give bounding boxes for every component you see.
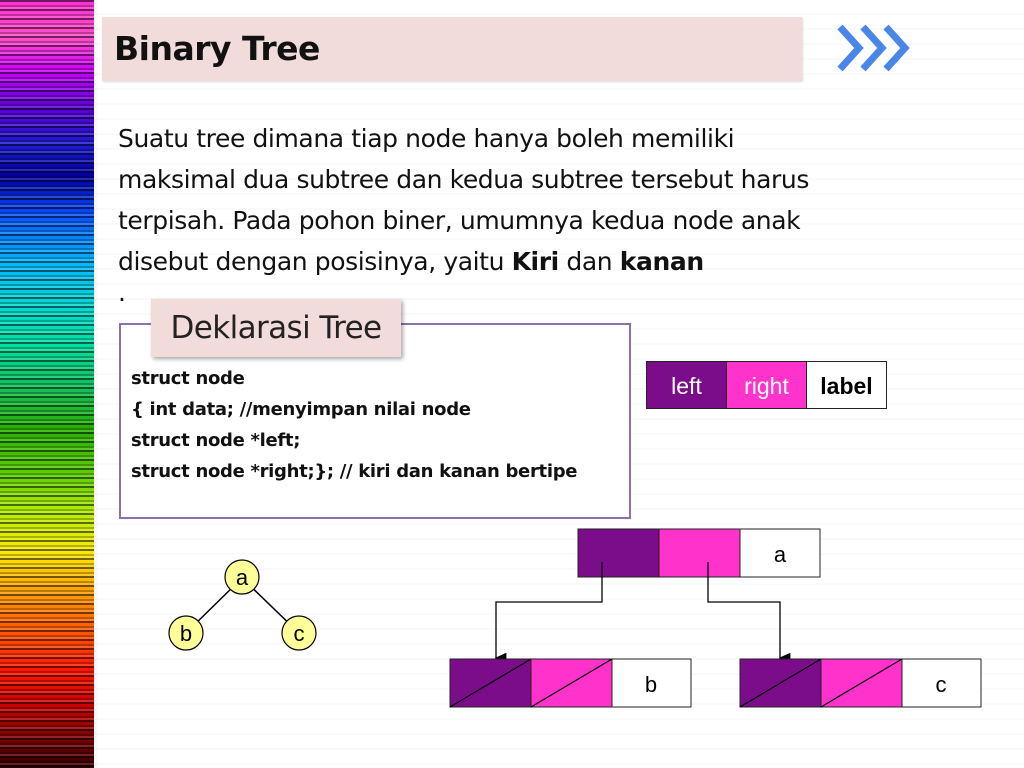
legend-label-field: label	[806, 361, 887, 409]
paragraph-text: dan	[558, 247, 620, 276]
code-line: { int data; //menyimpan nilai node	[131, 399, 471, 420]
node-structure-diagram	[440, 520, 1000, 720]
child-c-label-text: c	[935, 672, 947, 697]
code-line: struct node	[131, 368, 245, 389]
paragraph-line: .	[118, 278, 126, 307]
paragraph-text: disebut dengan posisinya, yaitu	[118, 247, 512, 276]
small-tree-diagram	[160, 548, 330, 658]
slide-title: Binary Tree	[114, 29, 320, 68]
paragraph-line: maksimal dua subtree dan kedua subtree tersebut harus	[118, 165, 809, 194]
declaration-label: Deklarasi Tree	[151, 299, 401, 357]
child-b-label-text: b	[644, 672, 658, 697]
emphasis-kanan: kanan	[619, 247, 704, 276]
paragraph-line: terpisah. Pada pohon biner, umumnya kedua node anak	[118, 206, 801, 235]
tree-node-root-label: a	[235, 565, 249, 590]
intro-paragraph	[118, 118, 918, 307]
paragraph-line	[118, 241, 918, 282]
legend-left-field: left	[646, 361, 727, 409]
root-right-pointer	[659, 529, 740, 577]
paragraph-line: Suatu tree dimana tiap node hanya boleh memiliki	[118, 124, 735, 153]
rainbow-stripe-decoration	[0, 0, 94, 768]
tree-node-right-label: c	[293, 621, 305, 646]
code-line: struct node *right;}; // kiri dan kanan bertipe	[131, 461, 578, 482]
root-left-pointer	[578, 529, 659, 577]
chevron-right-icon	[834, 22, 914, 74]
code-line: struct node *left;	[131, 430, 301, 451]
code-block	[131, 363, 577, 487]
emphasis-kiri: Kiri	[511, 247, 559, 276]
legend-right-field: right	[726, 361, 807, 409]
title-bar	[102, 17, 802, 81]
tree-node-left-label: b	[179, 621, 193, 646]
root-label-text: a	[773, 542, 787, 567]
